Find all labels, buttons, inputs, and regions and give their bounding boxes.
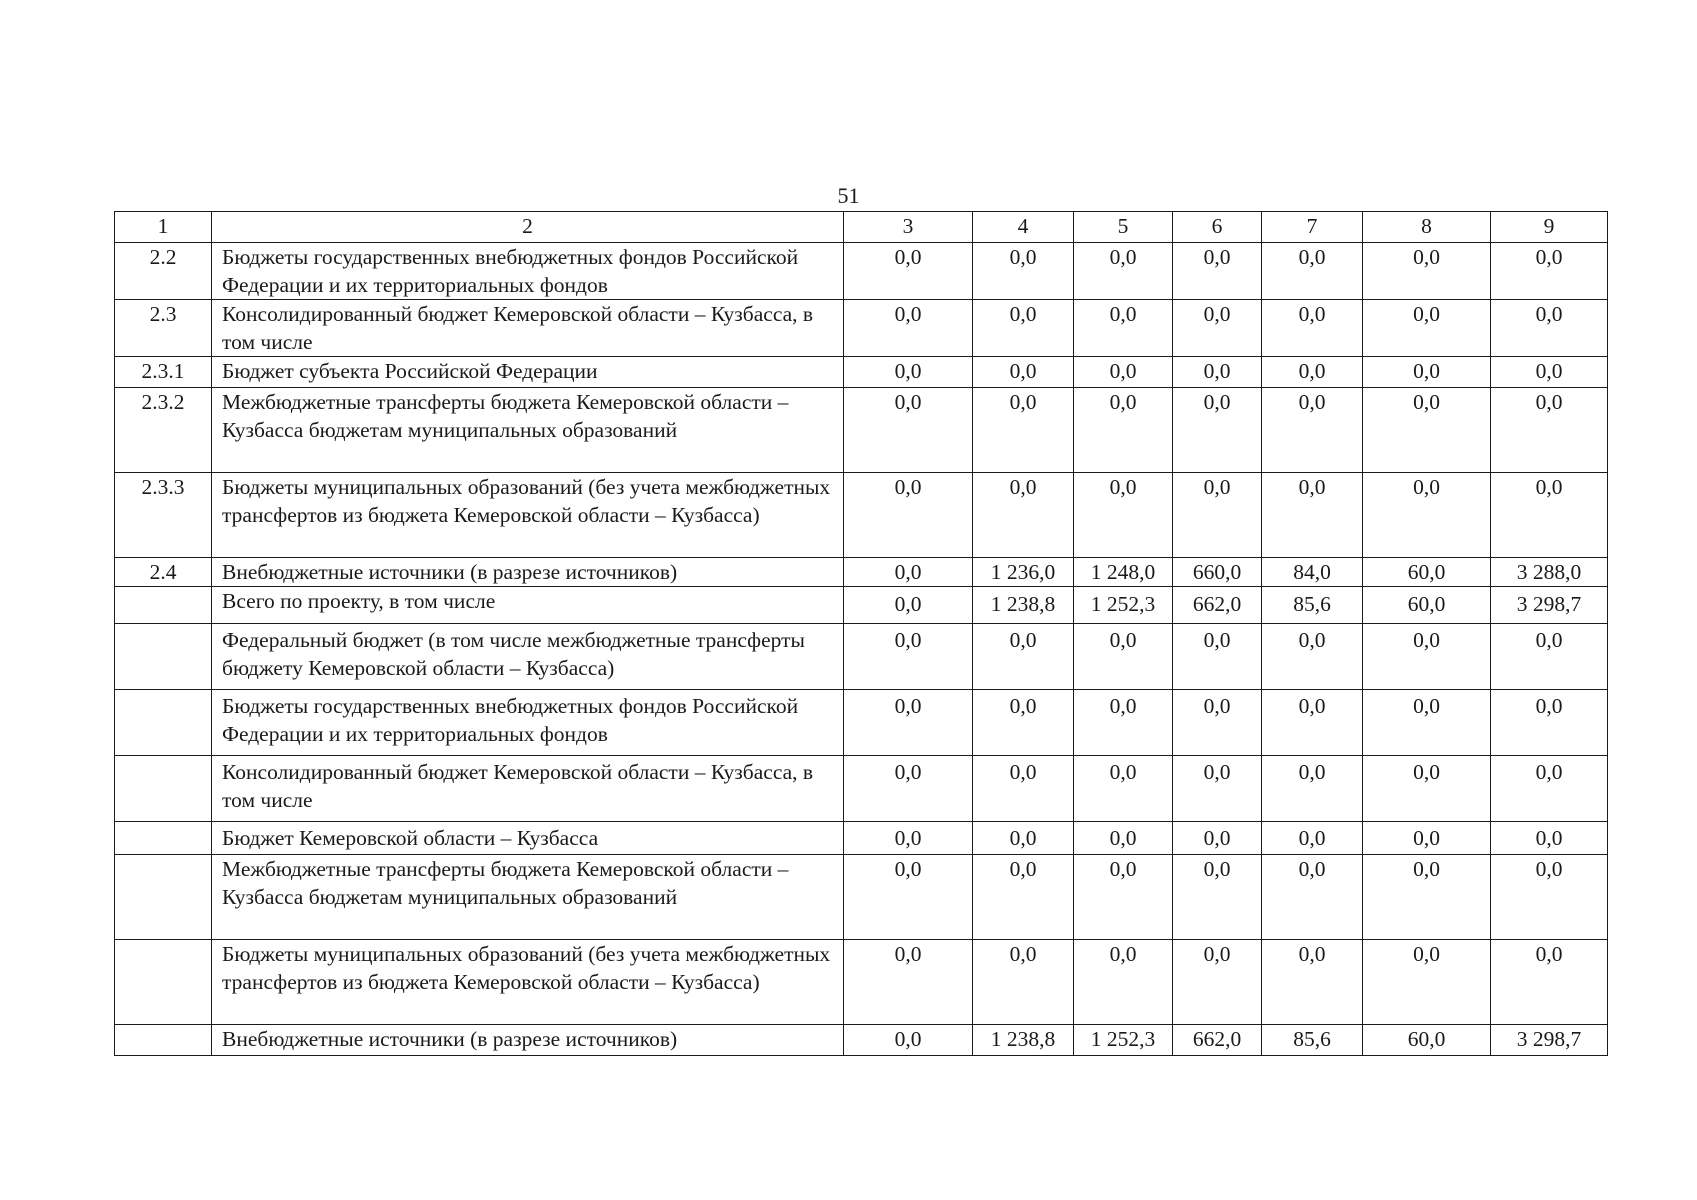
value-cell: 0,0 — [844, 940, 973, 1025]
row-number — [115, 624, 212, 690]
row-name: Федеральный бюджет (в том числе межбюджетные трансферты бюджету Кемеровской области – Кузбасса) — [212, 624, 844, 690]
value-cell: 0,0 — [844, 587, 973, 624]
value-cell: 0,0 — [1491, 756, 1608, 822]
row-name: Бюджет субъекта Российской Федерации — [212, 357, 844, 388]
value-cell: 0,0 — [1262, 822, 1363, 855]
value-cell: 0,0 — [1491, 690, 1608, 756]
value-cell: 0,0 — [1074, 300, 1173, 357]
value-cell: 0,0 — [1491, 357, 1608, 388]
value-cell: 0,0 — [844, 822, 973, 855]
row-name: Бюджеты государственных внебюджетных фондов Российской Федерации и их территориальных фондов — [212, 690, 844, 756]
value-cell: 0,0 — [973, 357, 1074, 388]
value-cell: 0,0 — [973, 388, 1074, 473]
value-cell: 60,0 — [1363, 558, 1491, 587]
row-number: 2.3.1 — [115, 357, 212, 388]
table-row — [115, 300, 1608, 357]
value-cell: 0,0 — [1173, 756, 1262, 822]
value-cell: 0,0 — [1262, 300, 1363, 357]
value-cell: 0,0 — [1363, 243, 1491, 300]
value-cell: 0,0 — [1074, 822, 1173, 855]
value-cell: 3 288,0 — [1491, 558, 1608, 587]
table-header-row — [115, 212, 1608, 243]
value-cell: 0,0 — [1173, 300, 1262, 357]
table-row — [115, 388, 1608, 473]
value-cell: 0,0 — [1173, 855, 1262, 940]
value-cell: 0,0 — [844, 473, 973, 558]
value-cell: 0,0 — [1491, 940, 1608, 1025]
value-cell: 0,0 — [1262, 690, 1363, 756]
value-cell: 1 248,0 — [1074, 558, 1173, 587]
value-cell: 0,0 — [1491, 388, 1608, 473]
value-cell: 0,0 — [1363, 300, 1491, 357]
row-name: Консолидированный бюджет Кемеровской области – Кузбасса, в том числе — [212, 300, 844, 357]
value-cell: 1 238,8 — [973, 587, 1074, 624]
budget-table — [114, 211, 1608, 1056]
value-cell: 0,0 — [1173, 243, 1262, 300]
row-name: Межбюджетные трансферты бюджета Кемеровской области – Кузбасса бюджетам муниципальных образований — [212, 388, 844, 473]
value-cell: 0,0 — [973, 756, 1074, 822]
row-name: Консолидированный бюджет Кемеровской области – Кузбасса, в том числе — [212, 756, 844, 822]
column-header: 6 — [1173, 212, 1262, 243]
value-cell: 0,0 — [973, 243, 1074, 300]
page-number: 51 — [837, 183, 860, 208]
value-cell: 0,0 — [973, 690, 1074, 756]
value-cell: 0,0 — [1173, 388, 1262, 473]
column-header: 3 — [844, 212, 973, 243]
table-row — [115, 940, 1608, 1025]
value-cell: 0,0 — [844, 357, 973, 388]
value-cell: 0,0 — [973, 940, 1074, 1025]
value-cell: 60,0 — [1363, 587, 1491, 624]
value-cell: 1 238,8 — [973, 1025, 1074, 1056]
value-cell: 1 236,0 — [973, 558, 1074, 587]
value-cell: 85,6 — [1262, 587, 1363, 624]
value-cell: 0,0 — [844, 690, 973, 756]
value-cell: 0,0 — [844, 855, 973, 940]
value-cell: 0,0 — [973, 624, 1074, 690]
value-cell: 0,0 — [1363, 473, 1491, 558]
value-cell: 0,0 — [1491, 243, 1608, 300]
column-header: 5 — [1074, 212, 1173, 243]
row-name: Бюджеты муниципальных образований (без учета межбюджетных трансфертов из бюджета Кемеровской области – Кузбасса) — [212, 940, 844, 1025]
row-name: Межбюджетные трансферты бюджета Кемеровской области – Кузбасса бюджетам муниципальных образований — [212, 855, 844, 940]
value-cell: 0,0 — [1173, 473, 1262, 558]
value-cell: 660,0 — [1173, 558, 1262, 587]
table-row — [115, 690, 1608, 756]
value-cell: 0,0 — [1074, 357, 1173, 388]
value-cell: 0,0 — [1074, 624, 1173, 690]
column-header: 4 — [973, 212, 1074, 243]
value-cell: 0,0 — [1363, 357, 1491, 388]
table-row — [115, 357, 1608, 388]
row-number: 2.3 — [115, 300, 212, 357]
value-cell: 0,0 — [1074, 473, 1173, 558]
row-number: 2.2 — [115, 243, 212, 300]
row-number: 2.3.2 — [115, 388, 212, 473]
table-row — [115, 473, 1608, 558]
value-cell: 0,0 — [1074, 690, 1173, 756]
row-number: 2.3.3 — [115, 473, 212, 558]
value-cell: 0,0 — [1173, 690, 1262, 756]
row-number — [115, 940, 212, 1025]
value-cell: 0,0 — [1262, 357, 1363, 388]
value-cell: 0,0 — [1173, 940, 1262, 1025]
row-number — [115, 756, 212, 822]
column-header: 7 — [1262, 212, 1363, 243]
row-name: Внебюджетные источники (в разрезе источников) — [212, 558, 844, 587]
value-cell: 0,0 — [1074, 855, 1173, 940]
value-cell: 0,0 — [1262, 624, 1363, 690]
value-cell: 3 298,7 — [1491, 587, 1608, 624]
value-cell: 85,6 — [1262, 1025, 1363, 1056]
value-cell: 0,0 — [1074, 243, 1173, 300]
value-cell: 0,0 — [1491, 822, 1608, 855]
row-number — [115, 822, 212, 855]
value-cell: 0,0 — [1363, 940, 1491, 1025]
value-cell: 0,0 — [1363, 855, 1491, 940]
table-row — [115, 624, 1608, 690]
table-row — [115, 243, 1608, 300]
value-cell: 84,0 — [1262, 558, 1363, 587]
value-cell: 0,0 — [1363, 690, 1491, 756]
value-cell: 0,0 — [1363, 624, 1491, 690]
value-cell: 0,0 — [1262, 940, 1363, 1025]
value-cell: 0,0 — [973, 473, 1074, 558]
row-number — [115, 855, 212, 940]
value-cell: 0,0 — [844, 300, 973, 357]
value-cell: 0,0 — [844, 388, 973, 473]
value-cell: 0,0 — [1363, 822, 1491, 855]
value-cell: 662,0 — [1173, 587, 1262, 624]
value-cell: 0,0 — [1262, 473, 1363, 558]
value-cell: 0,0 — [1074, 756, 1173, 822]
value-cell: 0,0 — [1074, 940, 1173, 1025]
value-cell: 0,0 — [1262, 243, 1363, 300]
value-cell: 0,0 — [1262, 756, 1363, 822]
row-name: Бюджет Кемеровской области – Кузбасса — [212, 822, 844, 855]
row-name: Бюджеты государственных внебюджетных фондов Российской Федерации и их территориальных фондов — [212, 243, 844, 300]
column-header: 2 — [212, 212, 844, 243]
value-cell: 0,0 — [844, 1025, 973, 1056]
row-name: Бюджеты муниципальных образований (без учета межбюджетных трансфертов из бюджета Кемеровской области – Кузбасса) — [212, 473, 844, 558]
value-cell: 0,0 — [973, 300, 1074, 357]
column-header: 9 — [1491, 212, 1608, 243]
value-cell: 0,0 — [1491, 624, 1608, 690]
value-cell: 0,0 — [844, 558, 973, 587]
value-cell: 0,0 — [1173, 624, 1262, 690]
value-cell: 0,0 — [1363, 388, 1491, 473]
table-row — [115, 1025, 1608, 1056]
row-number — [115, 587, 212, 624]
value-cell: 0,0 — [973, 855, 1074, 940]
value-cell: 1 252,3 — [1074, 1025, 1173, 1056]
table-row — [115, 756, 1608, 822]
row-number — [115, 1025, 212, 1056]
value-cell: 0,0 — [973, 822, 1074, 855]
row-name: Всего по проекту, в том числе — [212, 587, 844, 624]
value-cell: 0,0 — [1173, 822, 1262, 855]
value-cell: 0,0 — [1491, 855, 1608, 940]
column-header: 8 — [1363, 212, 1491, 243]
column-header: 1 — [115, 212, 212, 243]
value-cell: 3 298,7 — [1491, 1025, 1608, 1056]
row-name: Внебюджетные источники (в разрезе источников) — [212, 1025, 844, 1056]
value-cell: 0,0 — [844, 756, 973, 822]
value-cell: 0,0 — [1074, 388, 1173, 473]
value-cell: 1 252,3 — [1074, 587, 1173, 624]
value-cell: 0,0 — [1262, 388, 1363, 473]
table-row — [115, 587, 1608, 624]
row-number: 2.4 — [115, 558, 212, 587]
value-cell: 0,0 — [1363, 756, 1491, 822]
value-cell: 0,0 — [1173, 357, 1262, 388]
table-row — [115, 822, 1608, 855]
table-row — [115, 855, 1608, 940]
value-cell: 662,0 — [1173, 1025, 1262, 1056]
value-cell: 0,0 — [844, 624, 973, 690]
value-cell: 0,0 — [1491, 473, 1608, 558]
table-row — [115, 558, 1608, 587]
value-cell: 0,0 — [1491, 300, 1608, 357]
row-number — [115, 690, 212, 756]
value-cell: 60,0 — [1363, 1025, 1491, 1056]
value-cell: 0,0 — [844, 243, 973, 300]
value-cell: 0,0 — [1262, 855, 1363, 940]
